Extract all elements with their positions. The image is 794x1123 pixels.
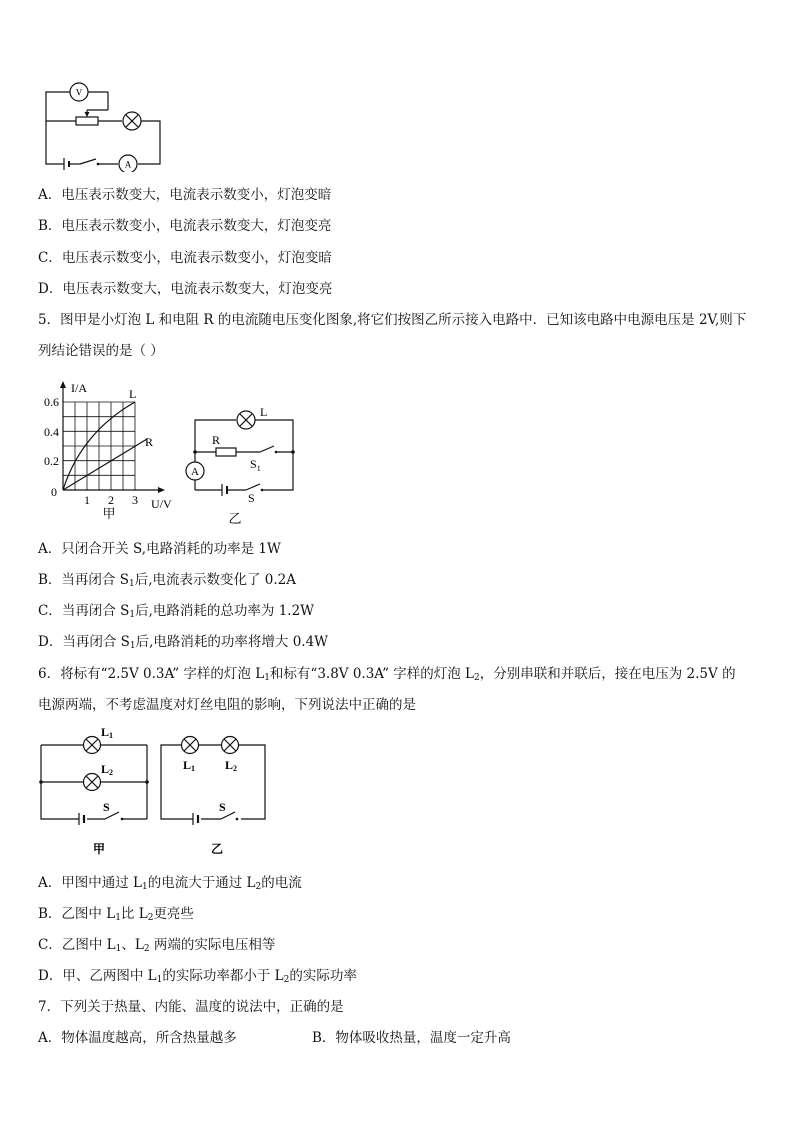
ammeter-label: A: [191, 466, 199, 478]
x-tick: 2: [108, 493, 114, 507]
q5-option-d: D．当再闭合 $S_1$后,电路消耗的功率将增大 0.4W: [38, 634, 329, 651]
q4-option-b: B．电压表示数变小，电流表示数变大，灯泡变亮: [38, 218, 332, 234]
q5-option-b: B．当再闭合 $S_1$后,电流表示数变化了 0.2A: [38, 572, 297, 589]
curve-r-label: R: [145, 435, 154, 449]
resistor-label: R: [212, 433, 221, 447]
figure-caption: 甲: [92, 842, 106, 856]
q4-option-c: C．电压表示数变小，电流表示数变小，灯泡变暗: [38, 250, 332, 266]
q6-option-a: A．甲图中通过 $L_1$的电流大于通过 $L_2$的电流: [38, 875, 302, 892]
ammeter-label: A: [124, 159, 132, 170]
switch-label: S: [103, 800, 110, 814]
y-axis-label: I/A: [71, 381, 87, 395]
lamp2-label: L2: [225, 758, 238, 773]
q5-option-a: A．只闭合开关 S,电路消耗的功率是 1W: [38, 541, 281, 557]
q6-option-d: D．甲、乙两图中 $L_1$的实际功率都小于 $L_2$的实际功率: [38, 968, 357, 985]
x-tick: 3: [132, 493, 138, 507]
figure-caption: 乙: [210, 842, 224, 856]
q5-option-c: C．当再闭合 $S_1$后,电路消耗的总功率为 1.2W: [38, 603, 315, 620]
switch-label: S: [248, 491, 255, 505]
y-tick: 0.4: [44, 425, 59, 439]
y-tick: 0.2: [44, 454, 59, 468]
lamp1-label: L1: [101, 725, 114, 740]
lamp2-label: L2: [101, 762, 114, 777]
q6-option-b: B．乙图中 $L_1$比 $L_2$更亮些: [38, 906, 194, 923]
q4-circuit-diagram: [40, 80, 170, 172]
x-axis-label: U/V: [151, 497, 172, 511]
q5-stem-line1: 5．图甲是小灯泡 L 和电阻 R 的电流随电压变化图象,将它们按图乙所示接入电路中．已知该电路中电源电压是 2V,则下: [38, 312, 747, 328]
q6-circuit-yi: [155, 725, 275, 860]
x-tick: 1: [84, 493, 90, 507]
switch-label: S: [219, 800, 226, 814]
q4-option-d: D．电压表示数变大，电流表示数变大，灯泡变亮: [38, 281, 333, 297]
q5-stem-line2: 列结论错误的是（ ）: [38, 343, 164, 359]
curve-r: [63, 439, 147, 490]
q7-option-b: B．物体吸收热量，温度一定升高: [312, 1030, 511, 1046]
q6-stem-line2: 电源两端，不考虑温度对灯丝电阻的影响，下列说法中正确的是: [38, 697, 416, 713]
lamp-label: L: [260, 405, 268, 419]
y-tick: 0.6: [44, 395, 59, 409]
q6-circuit-jia: [35, 725, 160, 860]
q5-circuit-yi: [180, 402, 300, 526]
figure-caption: 甲: [102, 506, 116, 521]
q4-option-a: A．电压表示数变大，电流表示数变小，灯泡变暗: [38, 187, 332, 203]
curve-l-label: L: [129, 387, 137, 401]
q7-option-a: A．物体温度越高，所含热量越多: [38, 1030, 237, 1046]
q6-stem-line1: 6．将标有“2.5V 0.3A” 字样的灯泡 $L_1$和标有“3.8V 0.3A” 字样的灯泡 $L_2$，分别串联和并联后，接在电压为 2.5V 的: [38, 666, 736, 683]
q7-stem: 7．下列关于热量、内能、温度的说法中，正确的是: [38, 999, 344, 1015]
voltmeter-label: V: [75, 87, 83, 98]
switch1-label: $S_1$: [250, 457, 261, 473]
q6-option-c: C．乙图中 $L_1$、$L_2$ 两端的实际电压相等: [38, 937, 276, 954]
q5-graph-jia: [35, 378, 185, 523]
y-tick: 0: [51, 485, 57, 499]
lamp1-label: L1: [183, 758, 196, 773]
figure-caption: 乙: [228, 511, 242, 526]
